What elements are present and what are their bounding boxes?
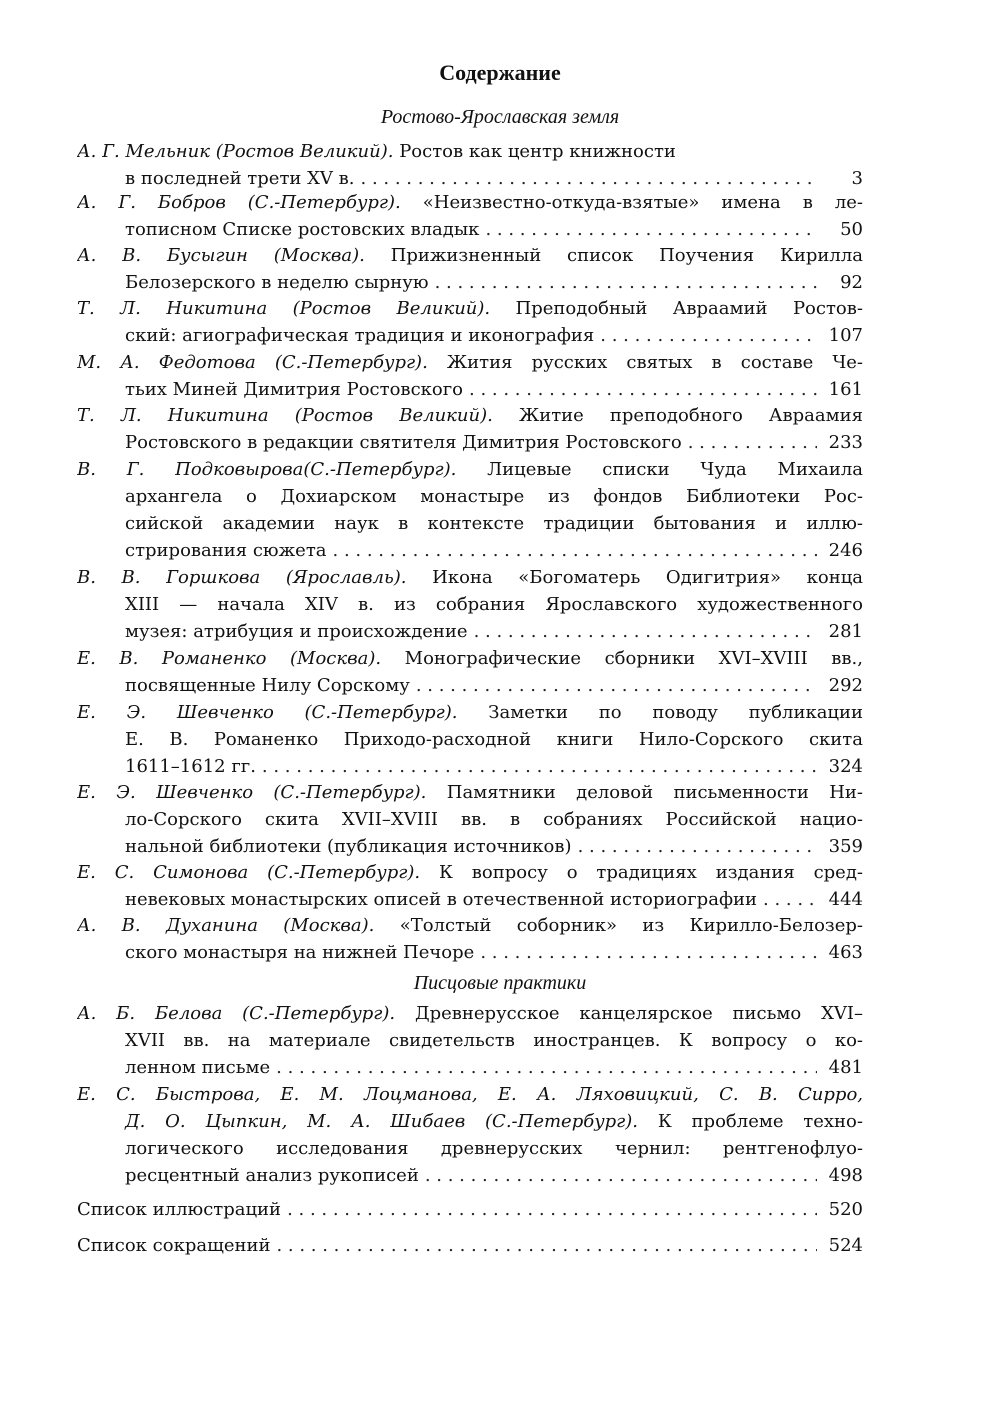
entry-text: ского монастыря на нижней Печоре [125,942,475,963]
toc-entry [77,1196,863,1223]
page-number: 481 [828,1057,863,1078]
leader-dots [287,1196,817,1223]
entry-text: Памятники деловой письменности Ни- [426,782,863,803]
toc-entry [77,912,863,966]
entry-text: тописном Списке ростовских владык [125,219,480,240]
page-number: 444 [828,889,863,910]
entry-author: Д. О. Цыпкин, М. А. Шибаев (С.-Петербург). [125,1111,639,1132]
leader-dots [435,269,817,296]
entry-author: А. В. Бусыгин (Москва). [77,245,365,266]
page-number: 3 [851,168,863,189]
toc-entry [77,189,863,243]
entry-author: Е. С. Быстрова, Е. М. Лоцманова, Е. А. Ляховицкий, С. В. Сирро, [77,1084,863,1105]
entry-author: Т. Л. Никитина (Ростов Великий). [77,405,493,426]
page-number: 359 [828,836,863,857]
page-title: Содержание [439,60,561,85]
entry-text: ло-Сорского скита XVII–XVIII вв. в собраниях Российской нацио- [125,809,863,830]
entry-text: К проблеме техно- [638,1111,863,1132]
entry-author: Е. С. Симонова (С.-Петербург). [77,862,421,883]
entry-text: Е. В. Романенко Приходо-расходной книги Нило-Сорского скита [125,729,863,750]
entry-text: Лицевые списки Чуда Михаила [456,459,863,480]
entry-text: невековых монастырских описей в отечественной историографии [125,889,758,910]
leader-dots [425,1162,817,1189]
entry-text: сийской академии наук в контексте традиции бытования и иллю- [125,513,863,534]
toc-entry [77,1000,863,1081]
page-number: 498 [828,1165,863,1186]
entry-text: Монографические сборники XVI–XVIII вв., [381,648,863,669]
leader-dots [333,537,817,564]
entry-text: в последней трети XV в. [125,168,355,189]
toc-entry [77,402,863,456]
entry-text: XIII — начала XIV в. из собрания Ярославского художественного [125,594,863,615]
page-number: 161 [828,379,863,400]
entry-text: Белозерского в неделю сырную [125,272,429,293]
toc-entry [77,1081,863,1189]
entry-text: Древнерусское канцелярское письмо XVI– [395,1003,863,1024]
page-number: 324 [828,756,863,777]
entry-text: «Неизвестно-откуда-взятые» имена в ле- [400,192,863,213]
page-number: 520 [828,1199,863,1220]
entry-text: Ростов как центр книжности [393,141,676,162]
entry-text: Житие преподобного Авраамия [492,405,863,426]
toc-entry [77,645,863,699]
entry-text: ленном письме [125,1057,271,1078]
entry-author: Е. Э. Шевченко (С.-Петербург). [77,702,458,723]
page-number: 107 [828,325,863,346]
entry-author: В. Г. Подковырова(С.-Петербург). [77,459,457,480]
entry-text: Преподобный Авраамий Ростов- [490,298,863,319]
page-number: 50 [840,219,863,240]
page-number: 92 [840,272,863,293]
entry-author: А. В. Духанина (Москва). [77,915,375,936]
toc-entry [77,564,863,645]
toc-entry [77,699,863,780]
entry-text: архангела о Дохиарском монастыре из фондов Библиотеки Рос- [125,486,863,507]
leader-dots [361,165,817,192]
entry-text: 1611–1612 гг. [125,756,256,777]
toc-entry [77,138,863,192]
entry-author: А. Г. Бобров (С.-Петербург). [77,192,401,213]
toc-entry [77,242,863,296]
entry-text: Список иллюстраций [77,1199,282,1220]
entry-text: Заметки по поводу публикации [457,702,863,723]
leader-dots [262,753,817,780]
toc-entry [77,349,863,403]
entry-text: ресцентный анализ рукописей [125,1165,419,1186]
entry-author: Е. Э. Шевченко (С.-Петербург). [77,782,427,803]
toc-entry [77,1232,863,1259]
entry-text: К вопросу о традициях издания сред- [420,862,863,883]
leader-dots [276,1054,817,1081]
entry-text: посвященные Нилу Сорскому [125,675,410,696]
entry-text: музея: атрибуция и происхождение [125,621,468,642]
section-heading: Ростово-Ярославская земля [380,106,620,128]
toc-entry [77,456,863,564]
entry-text: Жития русских святых в составе Че- [427,352,863,373]
page-number: 463 [828,942,863,963]
leader-dots [600,322,817,349]
entry-text: Икона «Богоматерь Одигитрия» конца [406,567,863,588]
entry-text: XVII вв. на материале свидетельств иностранцев. К вопросу о ко- [125,1030,863,1051]
entry-author: М. А. Федотова (С.-Петербург). [77,352,428,373]
leader-dots [688,429,817,456]
page-number: 292 [828,675,863,696]
leader-dots [474,618,817,645]
leader-dots [416,672,817,699]
leader-dots [276,1232,817,1259]
entry-text: логического исследования древнерусских чернил: рентгенофлуо- [125,1138,863,1159]
leader-dots [578,833,817,860]
entry-text: Ростовского в редакции святителя Димитрия Ростовского [125,432,682,453]
leader-dots [480,939,817,966]
section-heading: Писцовые практики [413,972,587,994]
page-number: 246 [828,540,863,561]
entry-text: нальной библиотеки (публикация источников) [125,836,572,857]
toc-entry [77,295,863,349]
entry-author: Т. Л. Никитина (Ростов Великий). [77,298,491,319]
leader-dots [485,216,817,243]
toc-entry [77,859,863,913]
page-number: 233 [828,432,863,453]
toc-entry [77,779,863,860]
entry-author: В. В. Горшкова (Ярославль). [77,567,407,588]
entry-text: тьих Миней Димитрия Ростовского [125,379,464,400]
entry-text: стрирования сюжета [125,540,327,561]
entry-text: «Толстый соборник» из Кирилло-Белозер- [374,915,863,936]
entry-author: А. Г. Мельник (Ростов Великий). [77,141,394,162]
entry-text: ский: агиографическая традиция и иконография [125,325,595,346]
entry-text: Прижизненный список Поучения Кирилла [364,245,863,266]
entry-text: Список сокращений [77,1235,271,1256]
entry-author: А. Б. Белова (С.-Петербург). [77,1003,396,1024]
leader-dots [469,376,817,403]
entry-author: Е. В. Романенко (Москва). [77,648,382,669]
leader-dots [763,886,817,913]
page-number: 524 [828,1235,863,1256]
page-number: 281 [828,621,863,642]
